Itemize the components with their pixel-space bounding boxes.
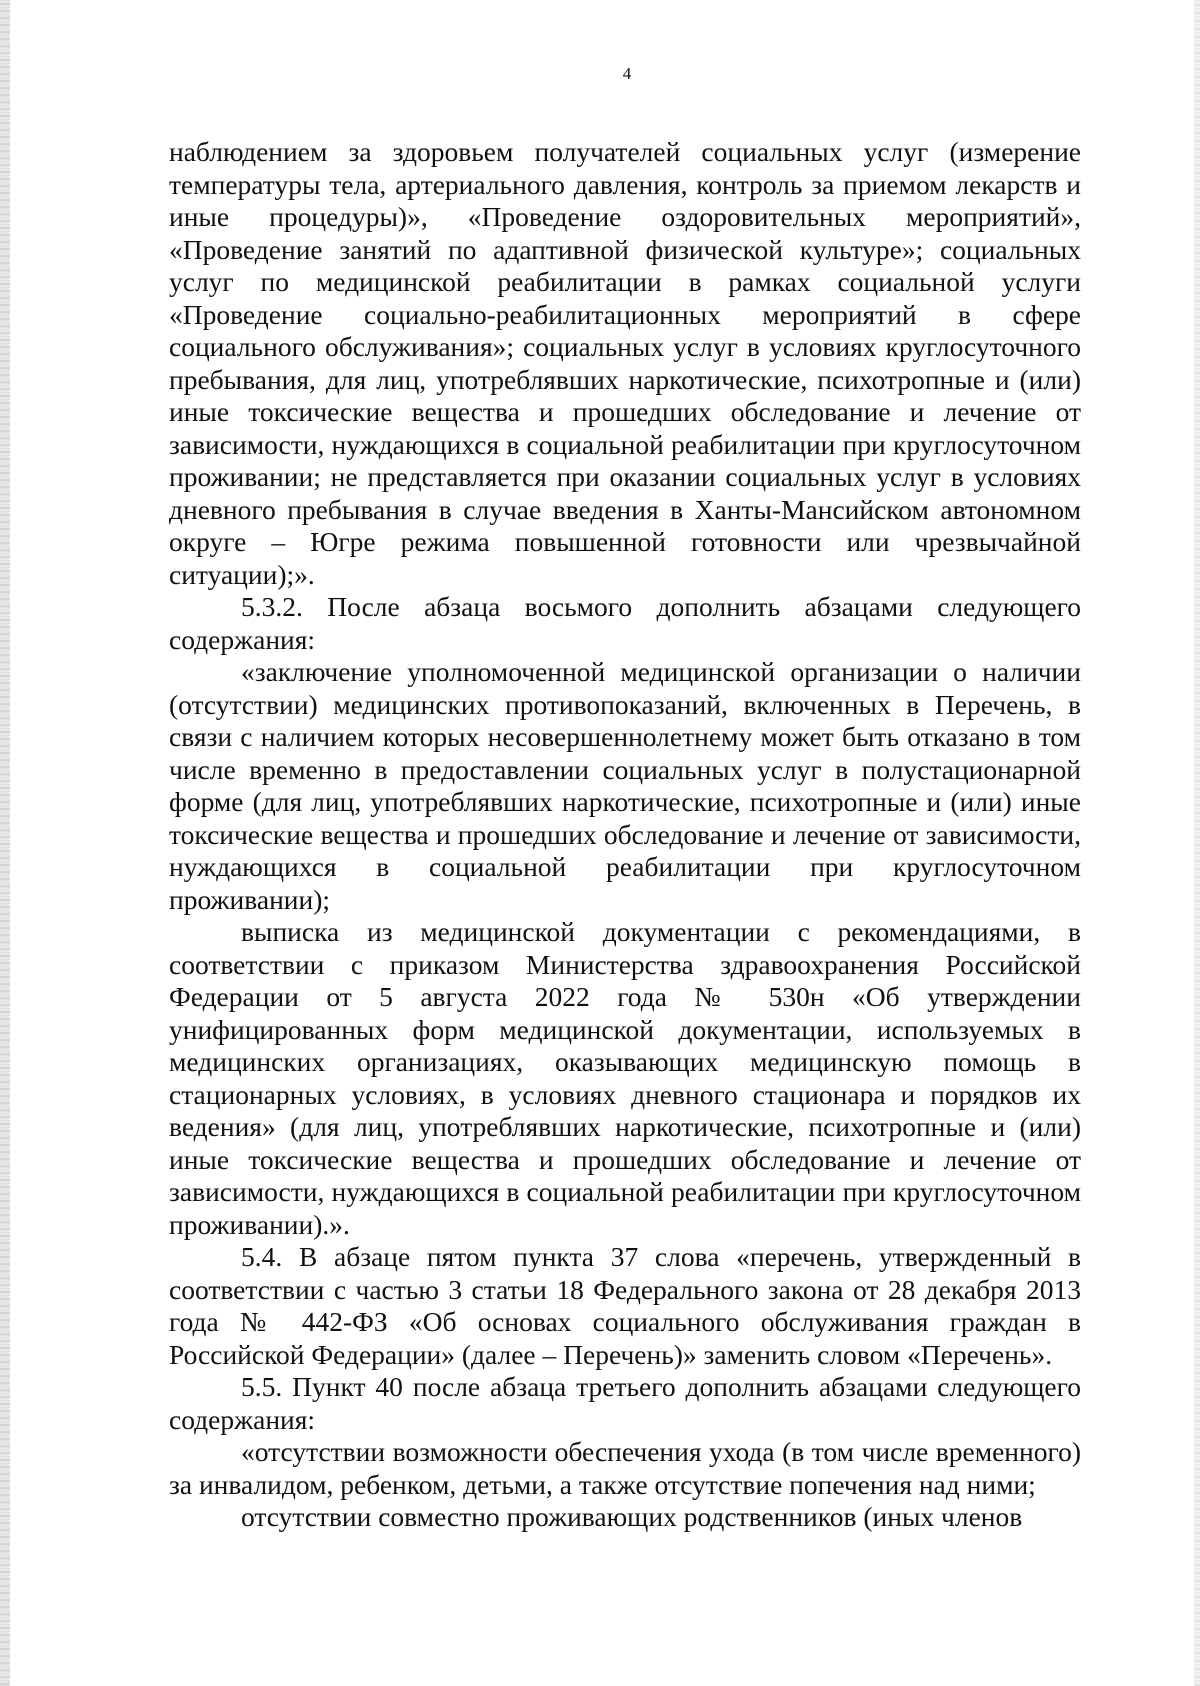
paragraph-care-absence: «отсутствии возможности обеспечения ухода (в том числе временного) за инвалидом, ребенком, детьми, а также отсутствие попечения над ними; <box>169 1436 1081 1500</box>
document-body <box>169 136 1081 1534</box>
paragraph-medical-conclusion: «заключение уполномоченной медицинской организации о наличии (отсутствии) медицинских противопоказаний, включенных в Перечень, в связи с наличием которых несовершеннолетнему может быть отказано в том числе временно в предоставлении социальных услуг в полустационарной форме (для лиц, употреблявших наркотические, психотропные и (или) иные токсические вещества и прошедших обследование и лечение от зависимости, нуждающихся в социальной реабилитации при круглосуточном проживании); <box>169 656 1081 915</box>
scan-edge-left <box>0 0 10 1686</box>
scan-edge-right <box>1194 0 1200 1686</box>
paragraph-relatives-absence: отсутствии совместно проживающих родственников (иных членов <box>241 1501 1023 1532</box>
paragraph-5-3-2: 5.3.2. После абзаца восьмого дополнить абзацами следующего содержания: <box>169 591 1081 655</box>
page-number: 4 <box>622 64 632 83</box>
paragraph-5-4: 5.4. В абзаце пятом пункта 37 слова «перечень, утвержденный в соответствии с частью 3 статьи 18 Федерального закона от 28 декабря 2013 года № 442-ФЗ «Об основах социального обслуживания граждан в Российской Федерации» (далее – Перечень)» заменить словом «Перечень». <box>169 1241 1081 1370</box>
paragraph-5-5: 5.5. Пункт 40 после абзаца третьего дополнить абзацами следующего содержания: <box>169 1371 1081 1435</box>
paragraph-continuation: наблюдением за здоровьем получателей социальных услуг (измерение температуры тела, артериального давления, контроль за приемом лекарств и иные процедуры)», «Проведение оздоровительных мероприятий», «Проведение занятий по адаптивной физической культуре»; социальных услуг по медицинской реабилитации в рамках социальной услуги «Проведение социально-реабилитационных мероприятий в сфере социального обслуживания»; социальных услуг в условиях круглосуточного пребывания, для лиц, употреблявших наркотические, психотропные и (или) иные токсические вещества и прошедших обследование и лечение от зависимости, нуждающихся в социальной реабилитации при круглосуточном проживании; не представляется при оказании социальных услуг в условиях дневного пребывания в случае введения в Ханты-Мансийском автономном округе – Югре режима повышенной готовности или чрезвычайной ситуации);». <box>169 136 1081 590</box>
paragraph-medical-extract: выписка из медицинской документации с рекомендациями, в соответствии с приказом Министерства здравоохранения Российской Федерации от 5 августа 2022 года № 530н «Об утверждении унифицированных форм медицинской документации, используемых в медицинских организациях, оказывающих медицинскую помощь в стационарных условиях, в условиях дневного стационара и порядков их ведения» (для лиц, употреблявших наркотические, психотропные и (или) иные токсические вещества и прошедших обследование и лечение от зависимости, нуждающихся в социальной реабилитации при круглосуточном проживании).». <box>169 916 1081 1240</box>
